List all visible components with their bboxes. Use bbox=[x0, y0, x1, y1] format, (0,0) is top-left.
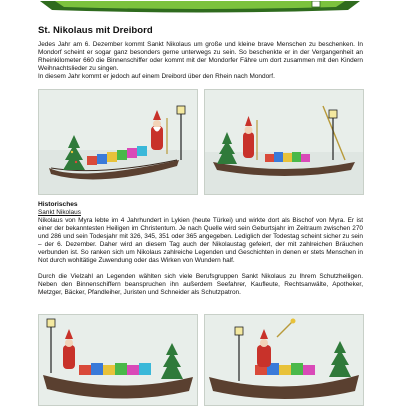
history-paragraph-2: Durch die Vielzahl an Legenden wählten sich viele Berufsgruppen Sankt Nikolaus zu Ihrem Schutzheiligen. Neben den Binnenschiffern beanspruchen ihn außerdem Seefahrer, Kaufleute, Rechtsanwälte, Apotheker, Metzger, Bäcker, Pfandleiher, Juristen und Schneider als Schutzpatron. bbox=[38, 273, 363, 297]
green-banner-graphic bbox=[0, 1, 400, 13]
header-banner bbox=[0, 0, 400, 12]
intro-paragraph-2: In diesem Jahr kommt er jedoch auf einem Dreibord über den Rhein nach Mondorf. bbox=[38, 73, 275, 80]
section-subheading: Sankt Nikolaus bbox=[38, 209, 81, 216]
model-boat-photo-3 bbox=[38, 314, 198, 406]
intro-paragraph: Jedes Jahr am 6. Dezember kommt Sankt Nikolaus um große und kleine brave Menschen zu beschenken. In Mondorf scheint er sogar ganz besonders gerne unterwegs zu sein. So beschenkte er in der Vergangenheit an Rheinkilometer 660 die Binnenschiffer oder kommt mit der Mondorfer Fähre um dort zusammen mit den Kindern Weihnachtslieder zu singen. bbox=[38, 41, 363, 73]
model-boat-photo-1 bbox=[38, 89, 198, 195]
model-boat-photo-4 bbox=[204, 314, 364, 406]
history-paragraph: Nikolaus von Myra lebte im 4 Jahrhundert in Lykien (heute Türkei) und wirkte dort als Bischof von Myra. Er ist einer der bekanntesten Heiligen im Christentum. Je nach Quelle wird sein Geburtsjahr im Zeitraum zwischen 270 und 286 und sein Todesjahr mit 326, 345, 351 oder 365 angegeben. Lediglich der Todestag scheint sicher zu sein – der 6. Dezember. Daher wird an diesem Tag auch der Nikolaustag gefeiert, der mit zahlreichen Bräuchen verbunden ist. So ranken sich um Nikolaus zahlreiche Legenden und Geschichten in denen er stets Menschen in Not durch wohltätige Zuwendung oder das Wirken von Wundern half. bbox=[38, 217, 363, 265]
section-heading: Historisches bbox=[38, 201, 78, 208]
article-title: St. Nikolaus mit Dreibord bbox=[38, 25, 153, 36]
model-boat-photo-2 bbox=[204, 89, 364, 195]
